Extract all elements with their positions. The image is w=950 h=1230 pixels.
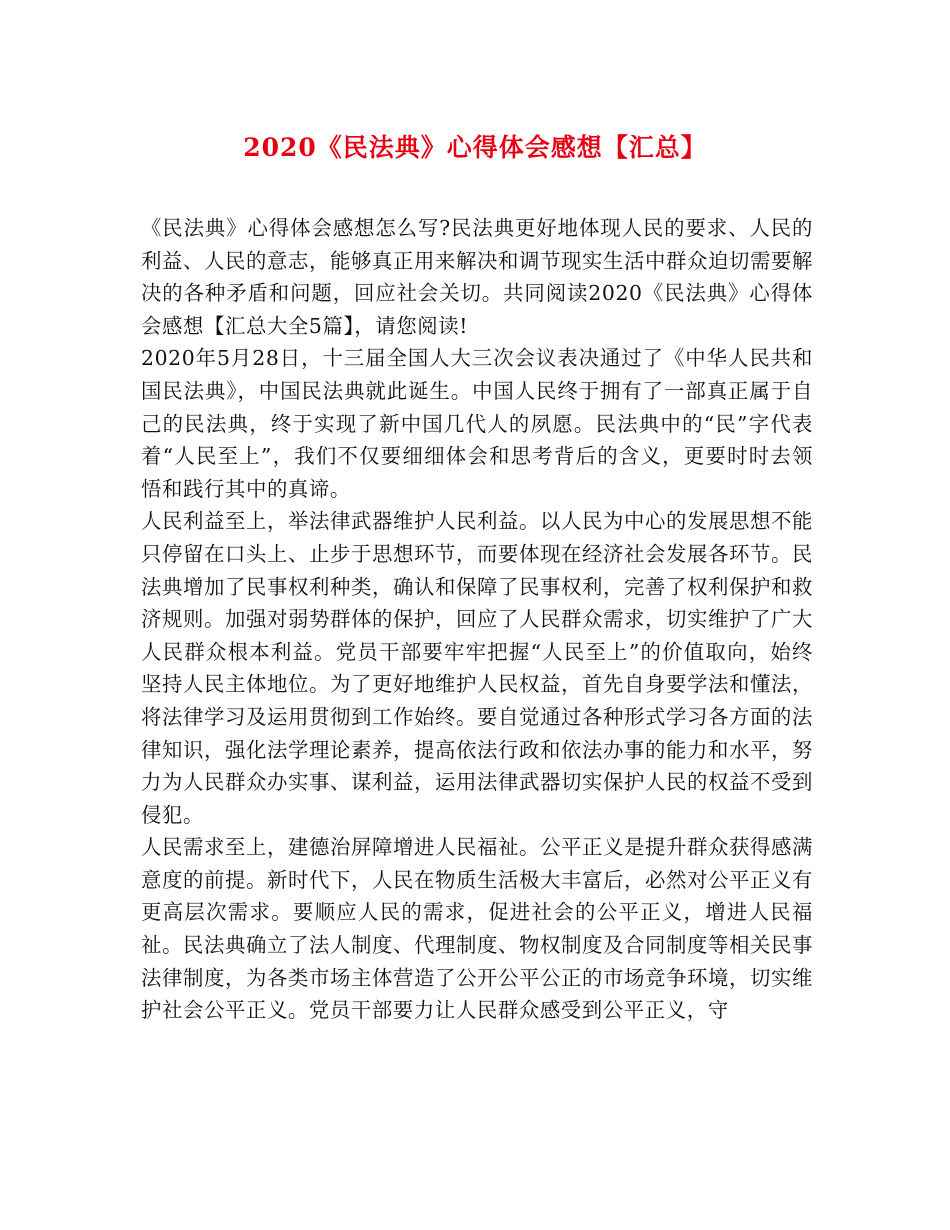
paragraph-intro: 《民法典》心得体会感想怎么写?民法典更好地体现人民的要求、人民的利益、人民的意志，能够真正用来解决和调节现实生活中群众迫切需要解决的各种矛盾和问题，回应社会关切。共同阅读2020《民法典》心得体会感想【汇总大全5篇】，请您阅读!: [141, 216, 813, 338]
document-title: 2020《民法典》心得体会感想【汇总】: [243, 133, 707, 162]
document-body: [141, 212, 813, 1027]
paragraph-background: 2020年5月28日，十三届全国人大三次会议表决通过了《中华人民共和国民法典》，中国民法典就此诞生。中国人民终于拥有了一部真正属于自己的民法典，终于实现了新中国几代人的夙愿。民法典中的“民”字代表着“人民至上”，我们不仅要细细体会和思考背后的含义，更要时时去领悟和践行其中的真谛。: [141, 346, 813, 501]
paragraph-people-interests: 人民利益至上，举法律武器维护人民利益。以人民为中心的发展思想不能只停留在口头上、止步于思想环节，而要体现在经济社会发展各环节。民法典增加了民事权利种类，确认和保障了民事权利，完善了权利保护和救济规则。加强对弱势群体的保护，回应了人民群众需求，切实维护了广大人民群众根本利益。党员干部要牢牢把握“人民至上”的价值取向，始终坚持人民主体地位。为了更好地维护人民权益，首先自身要学法和懂法，将法律学习及运用贯彻到工作始终。要自觉通过各种形式学习各方面的法律知识，强化法学理论素养，提高依法行政和依法办事的能力和水平，努力为人民群众办实事、谋利益，运用法律武器切实保护人民的权益不受到侵犯。: [141, 509, 813, 827]
paragraph-people-needs: 人民需求至上，建德治屏障增进人民福祉。公平正义是提升群众获得感满意度的前提。新时代下，人民在物质生活极大丰富后，必然对公平正义有更高层次需求。要顺应人民的需求，促进社会的公平正义，增进人民福祉。民法典确立了法人制度、代理制度、物权制度及合同制度等相关民事法律制度，为各类市场主体营造了公开公平公正的市场竞争环境，切实维护社会公平正义。党员干部要力让人民群众感受到公平正义，守: [141, 835, 813, 1023]
